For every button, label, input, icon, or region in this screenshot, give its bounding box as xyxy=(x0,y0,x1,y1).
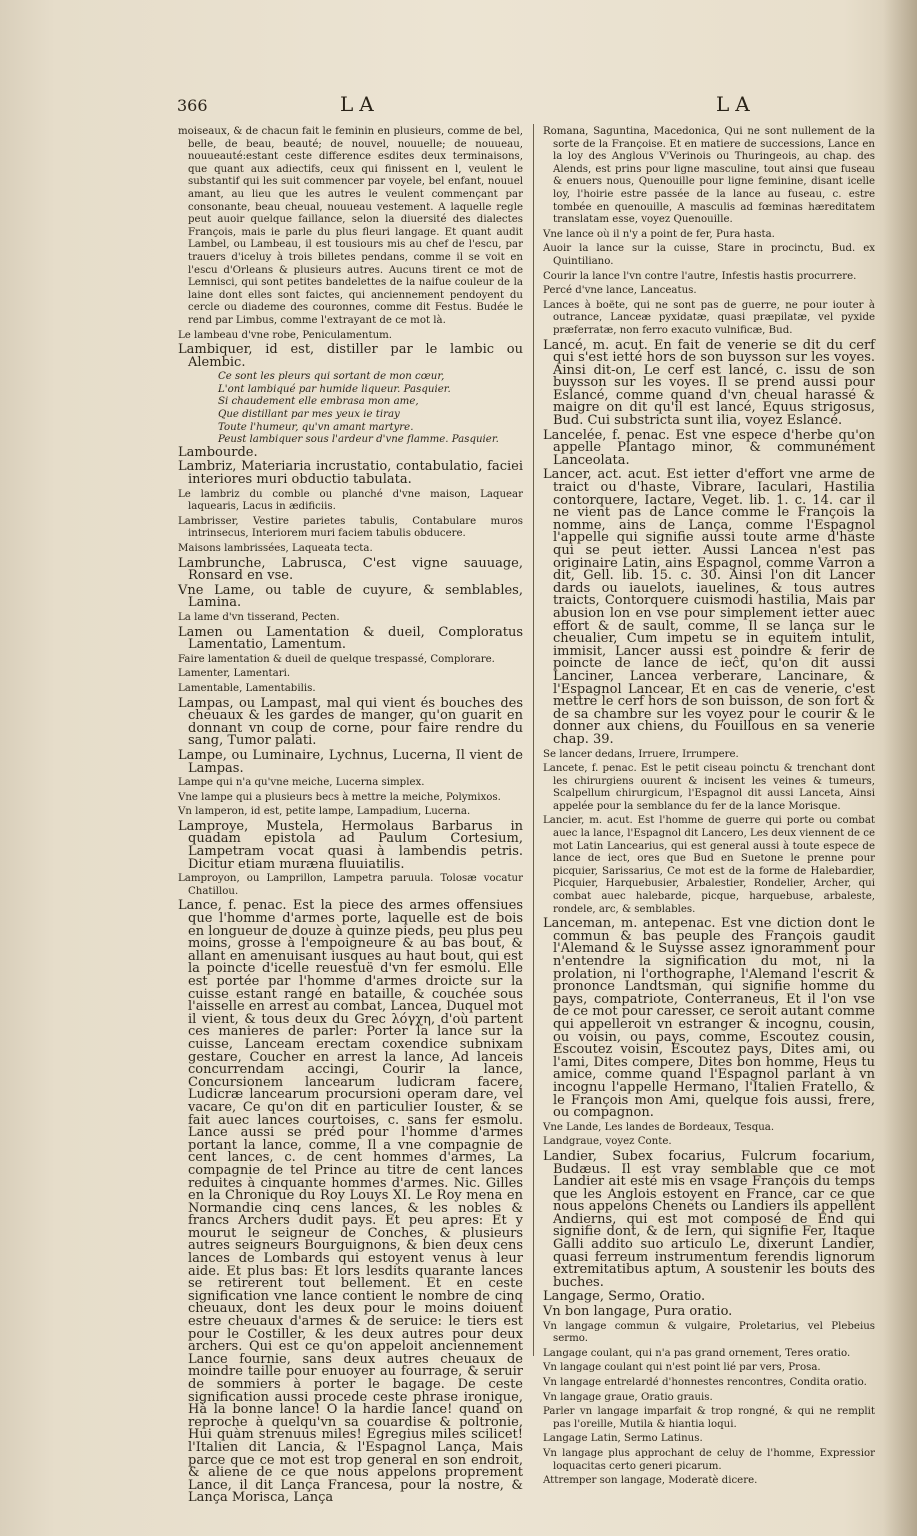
dictionary-entry: Lamproyon, ou Lamprillon, Lampetra paruula. Tolosæ vocatur Chatillou. xyxy=(178,873,523,897)
running-head-right: LA xyxy=(716,92,756,116)
dictionary-entry: Lances à boëte, qui ne sont pas de guerre, ne pour iouter à outrance, Lanceæ pyxidatæ, quasi præpilatæ, vel pyxide præferratæ, non ferro exacuto vulnificæ, Bud. xyxy=(543,299,875,336)
dictionary-entry: Lance, f. penac. Est la piece des armes offensiues que l'homme d'armes porte, laquelle est de bois en longueur de douze à quinze pieds, peu plus peu moins, grosse à l'empoigneure & au bas bout, & allant en amenuisant iusques au haut bout, qui est la poincte d'icelle reuestuë d'vn fer esmolu. Elle est portée par l'homme d'armes droicte sur la cuisse estant rangé en bataille, & couchée sous l'aisselle en arrest au combat, Lancea, Duquel mot il vient, & tous deux du Grec λόγχη, d'où partent ces manieres de parler: Porter la lance sur la cuisse, Lanceam erectam coxendice subnixam gestare, Coucher en arrest la lance, Ad lanceis concurrendam accingi, Courir la lance, Concursionem lancearum ludicram facere, Ludicræ lancearum procursioni operam dare, vel vacare, Ce qu'on dit en particulier Iouster, & se fait auec lances courtoises, c. sans fer esmolu. Lance aussi se préd pour l'homme d'armes portant la lance, comme, Il a vne compagnie de cent lances, c. de cent hommes d'armes, La compagnie de tel Prince au titre de cent lances reduites à cinquante hommes d'armes. Nic. Gilles en la Chronique du Roy Louys XI. Le Roy mena en Normandie cinq cens lances, & les nobles & francs Archers dudit pays. Et peu apres: Et y mourut le seigneur de Conches, & plusieurs autres seigneurs Bourguignons, & bien deux cens lances de Lombards qui estoyent venus à leur aide. Et plus bas: Et lors lesdits quarante lances se retirerent tout bellement. Et en ceste signification vne lance contient le nombre de cinq cheuaux, dont les deux pour le moins doiuent estre cheuaux d'armes & de seruice: le tiers est pour le Costiller, & les deux autres pour deux archers. Qui est ce qu'on appeloit anciennement Lance fournie, sans deux autres cheuaux de moindre taille pour enuoyer au fourrage, & seruir de sommiers à porter le bagage. De ceste signification aussi procede ceste phrase ironique, Hà la bonne lance! O la hardie lance! quand on reproche à quelqu'vn sa couardise & poltronie, Hui quàm strenuus miles! Egregius miles scilicet! l'Italien dit Lancia, & l'Espagnol Lança, Mais parce que ce mot est trop general en son endroit, & aliene de ce que nous appelons proprement Lance, il dit Lança Francesa, pour la nostre, & Lança Morisca, Lança xyxy=(178,898,523,1506)
dictionary-entry: Lamentable, Lamentabilis. xyxy=(178,682,316,694)
dictionary-entry: moiseaux, & de chacun fait le feminin en plusieurs, comme de bel, belle, de beau, beauté; de nouvel, nouuelle; de nouueau, nouueauté:estant ceste difference esdites deux terminaisons, que quant aux adiectifs, ceux qui finissent en l, veulent le substantif qui les suit commencer par voyele, bel enfant, nouuel amant, au lieu que les autres le veulent commençant par consonante, beau cheual, nouueau vestement. A laquelle regle peut auoir quelque faillance, selon la diuersité des dialectes François, mais ie parle du plus fleuri langage. Et quant audit Lambel, ou Lambeau, il est tousiours mis au chef de l'escu, par trauers d'iceluy à trois billetes pendans, comme il se voit en l'escu d'Orleans & plusieurs autres. Aucuns tirent ce mot de Lemnisci, qui sont petites bandelettes de la naifue couleur de la laine dont elles sont faictes, qui anciennement pendoyent du cercle ou diademe des couronnes, comme dit Festus. Budée le rend par Limbus, comme l'extrayant de ce mot là. xyxy=(178,126,523,326)
dictionary-entry: Ce sont les pleurs qui sortant de mon cœur, xyxy=(218,371,445,383)
dictionary-entry: Vne Lande, Les landes de Bordeaux, Tesqua. xyxy=(543,1121,775,1133)
dictionary-entry: Lambrisser, Vestire parietes tabulis, Contabulare muros intrinsecus, Interiorem muri faciem tabulis obducere. xyxy=(178,515,523,540)
dictionary-entry: Lampas, ou Lampast, mal qui vient és bouches des cheuaux & les gardes de manger, qu'on guarit en donnant vn coup de corne, pour faire rendre du sang, Tumor palati. xyxy=(178,695,523,749)
dictionary-entry: Vne lampe qui a plusieurs becs à mettre la meiche, Polymixos. xyxy=(178,791,501,803)
dictionary-entry: Le lambeau d'vne robe, Peniculamentum. xyxy=(178,329,393,341)
dictionary-entry: Langage, Sermo, Oratio. xyxy=(543,1289,706,1305)
dictionary-entry: Peust lambiquer sous l'ardeur d'vne flamme. Pasquier. xyxy=(218,434,499,446)
dictionary-entry: Lambriz, Materiaria incrustatio, contabulatio, faciei interiores muri obductio tabulata. xyxy=(178,459,523,488)
dictionary-entry: Vn langage commun & vulgaire, Proletarius, vel Plebeius sermo. xyxy=(543,1320,875,1345)
dictionary-entry: Lampe qui n'a qu'vne meiche, Lucerna simplex. xyxy=(178,777,425,789)
dictionary-entry: Auoir la lance sur la cuisse, Stare in procinctu, Bud. ex Quintiliano. xyxy=(543,243,875,267)
dictionary-entry: Vn langage plus approchant de celuy de l'homme, Expressior loquacitas certo generi picarum. xyxy=(543,1447,875,1472)
dictionary-entry: Vn lamperon, id est, petite lampe, Lampadium, Lucerna. xyxy=(178,806,471,818)
dictionary-entry: Lamproye, Mustela, Hermolaus Barbarus in quadam epistola ad Paulum Cortesium, Lampetram vocat quasi à lambendis petris. Dicitur etiam muræna fluuiatilis. xyxy=(178,818,523,872)
dictionary-entry: Romana, Saguntina, Macedonica, Qui ne sont nullement de la sorte de la Françoise. Et en matiere de successions, Lance en la loy des Anglous V'Verinois ou Thuringeois, au chap. des Alends, est prins pour ligne masculine, tout ainsi que fuseau & enuers nous, Quenouille pour ligne feminine, disant icelle loy, l'hoirie estre passée de la lance au fuseau, c. estre tombée en quenouille, A masculis ad fœminas hæreditatem translatam esse, voyez Quenouille. xyxy=(543,126,875,226)
dictionary-entry: Que distillant par mes yeux ie tiray xyxy=(218,409,400,421)
running-head-left: LA xyxy=(340,92,380,116)
dictionary-entry: Lancelée, f. penac. Est vne espece d'herbe qu'on appelle Plantago minor, & communément Lanceolata. xyxy=(543,427,875,468)
dictionary-entry: Landier, Subex focarius, Fulcrum focarium, Budæus. Il est vray semblable que ce mot Landier ait esté mis en vsage François du temps que les Anglois estoyent en France, car ce que nous appelons Chenets ou Landiers ils appellent Andierns, qui est mot composé de End qui signifie dont, & de Iern, qui signifie Fer, Itaque Galli addito suo articulo Le, dixerunt Landier, quasi ferreum instrumentum ferendis lignorum extremitatibus aptum, A soustenir les bouts des buches. xyxy=(543,1148,875,1290)
dictionary-entry: Attremper son langage, Moderatè dicere. xyxy=(543,1475,758,1487)
left-column xyxy=(178,126,523,1506)
dictionary-entry: Lanceman, m. antepenac. Est vne diction dont le commun & bas peuple des François gaudit l'Alemand & le Suysse assez ignoramment pour n'entendre la signification du mot, ni la prolation, ni l'orthographe, l'Alemand l'escrit & prononce Landtsman, qui signifie homme du pays, compatriote, Conterraneus, Et il l'on vse de ce mot pour caresser, ce seroit autant comme qui appelleroit vn estranger & incognu, cousin, ou voisin, ou pays, comme, Escoutez cousin, Escoutez voisin, Escoutez pays, Dites ami, ou l'ami, Dites compere, Dites bon homme, Heus tu amice, comme quand l'Espagnol parlant à vn incognu l'appelle Hermano, l'Italien Fratello, & le François mon Ami, quelque fois aussi, frere, ou compagnon. xyxy=(543,916,875,1121)
dictionary-entry: Vn langage graue, Oratio grauis. xyxy=(543,1391,713,1403)
dictionary-entry: Vne Lame, ou table de cuyure, & semblables, Lamina. xyxy=(178,582,523,611)
dictionary-entry: Si chaudement elle embrasa mon ame, xyxy=(218,396,419,408)
page-gutter-shadow xyxy=(883,0,917,1536)
dictionary-entry: Lampe, ou Luminaire, Lychnus, Lucerna, Il vient de Lampas. xyxy=(178,747,523,776)
dictionary-entry: Vn langage coulant qui n'est point lié par vers, Prosa. xyxy=(543,1362,821,1374)
dictionary-entry: Vne lance où il n'y a point de fer, Pura hasta. xyxy=(543,228,775,240)
dictionary-entry: Lambiquer, id est, distiller par le lambic ou Alembic. xyxy=(178,342,523,370)
page-header xyxy=(0,92,917,122)
dictionary-entry: Lancé, m. acut. En fait de venerie se dit du cerf qui s'est ietté hors de son buysson sur les voyes. Ainsi dit-on, Le cerf est lancé, c. issu de son buysson sur les voyes. Il se prend aussi pour Eslancé, comme quand d'vn cheual harassé & maigre on dit qu'il est lancé, Equus strigosus, Bud. Cui substricta sunt ilia, voyez Eslancé. xyxy=(543,337,875,429)
dictionary-entry: Lamen ou Lamentation & dueil, Comploratus Lamentatio, Lamentum. xyxy=(178,624,523,653)
dictionary-entry: Landgraue, voyez Conte. xyxy=(543,1136,672,1148)
dictionary-entry: Courir la lance l'vn contre l'autre, Infestis hastis procurrere. xyxy=(543,270,857,282)
dictionary-entry: Percé d'vne lance, Lanceatus. xyxy=(543,285,697,297)
dictionary-entry: Lamenter, Lamentari. xyxy=(178,668,291,680)
dictionary-entry: Toute l'humeur, qu'vn amant martyre. xyxy=(218,421,414,433)
dictionary-entry: Lancer, act. acut. Est ietter d'effort vne arme de traict ou d'haste, Vibrare, Iaculari, Hastilia contorquere, Iactare, Veget. lib. 1. c. 14. car il ne vient pas de Lance comme le François la nomme, ains de Lança, comme l'Espagnol l'appelle qui signifie aussi toute arme d'haste qui se peut ietter. Aussi Lancea n'est pas originaire Latin, ains Espagnol, comme Varron a dit, Gell. lib. 15. c. 30. Ainsi l'on dit Lancer dards ou iauelots, iauelines, & tous autres traicts, Contorquere cuismodi hastilia, Mais par abusion lon en vse pour simplement ietter auec effort & de sault, comme, Il se lança sur le cheualier, Cum impetu se in equitem intulit, immisit, Lancer aussi est poindre & ferir de poincte de lance de ieĉt, qu'on dit aussi Lanciner, Lancea verberare, Lancinare, & l'Espagnol Lancear, Et en cas de venerie, c'est mettre le cerf hors de son buisson, de son fort & de sa chambre sur les voyez pour le courir & le donner aux chiens, du Fouillous en sa venerie chap. 39. xyxy=(543,467,875,747)
dictionary-entry: Lancier, m. acut. Est l'homme de guerre qui porte ou combat auec la lance, l'Espagnol dit Lancero, Les deux viennent de ce mot Latin Lancearius, qui est general aussi à toute espece de lance de iect, ores que Bud en Suetone le prenne pour picquier, Sarissarius, Ce mot est de la forme de Halebardier, Picquier, Harquebusier, Arbalestier, Rondelier, Archer, qui combat auec halebarde, picque, harquebuse, arbaleste, rondele, arc, & semblables. xyxy=(543,815,876,915)
dictionary-entry: Parler vn langage imparfait & trop rongné, & qui ne remplit pas l'oreille, Mutila & hiantia loqui. xyxy=(543,1406,875,1430)
dictionary-entry: Lambourde. xyxy=(178,444,258,460)
column-divider xyxy=(533,124,534,1356)
dictionary-entry: Maisons lambrissées, Laqueata tecta. xyxy=(178,543,373,554)
dictionary-entry: Langage coulant, qui n'a pas grand ornement, Teres oratio. xyxy=(543,1347,851,1359)
dictionary-entry: L'ont lambiqué par humide liqueur. Pasquier. xyxy=(218,383,451,395)
dictionary-entry: Lancete, f. penac. Est le petit ciseau poinctu & trenchant dont les chirurgiens ouurent & incisent les veines & tumeurs, Scalpellum chirurgicum, l'Espagnol dit aussi Lanceta, Ainsi appelée pour la semblance du fer de la lance Morisque. xyxy=(543,763,875,812)
dictionary-entry: Langage Latin, Sermo Latinus. xyxy=(543,1433,703,1445)
dictionary-entry: Faire lamentation & dueil de quelque trespassé, Complorare. xyxy=(178,653,495,665)
dictionary-entry: Se lancer dedans, Irruere, Irrumpere. xyxy=(543,748,739,760)
dictionary-entry: Le lambriz du comble ou planché d'vne maison, Laquear laquearis, Lacus in ædificiis. xyxy=(178,488,523,513)
page-number: 366 xyxy=(177,96,208,115)
dictionary-entry: Lambrunche, Labrusca, C'est vigne sauuage, Ronsard en vse. xyxy=(178,555,523,584)
right-column xyxy=(543,126,876,1487)
dictionary-entry: Vn langage entrelardé d'honnestes rencontres, Condita oratio. xyxy=(543,1377,867,1388)
dictionary-entry: La lame d'vn tisserand, Pecten. xyxy=(178,611,340,623)
dictionary-entry: Vn bon langage, Pura oratio. xyxy=(543,1304,733,1320)
